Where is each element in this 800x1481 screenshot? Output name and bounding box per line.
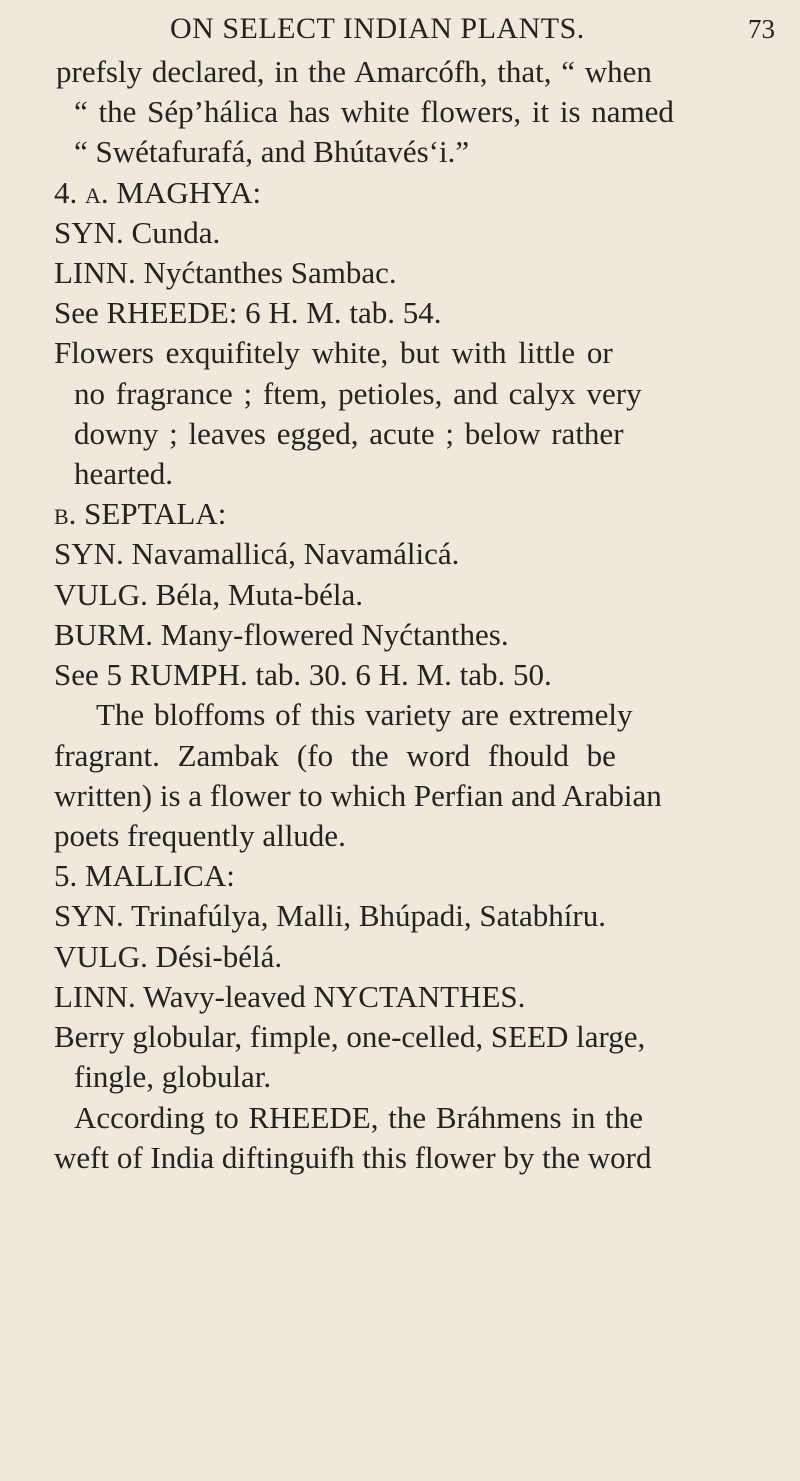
text-line: BURM. Many-flowered Nyćtanthes. [54, 617, 509, 652]
text-line: LINN. Wavy-leaved NYCTANTHES. [54, 979, 526, 1014]
text-line: written) is a flower to which Perfian and Arabian [54, 778, 662, 813]
text-line: VULG. Dési-bélá. [54, 939, 283, 974]
page-header [0, 8, 800, 48]
text-line: no fragrance ; ftem, petioles, and calyx very [74, 376, 642, 411]
text-line: Berry globular, fimple, one-celled, SEED large, [54, 1019, 646, 1054]
section-heading: 4. α. MAGHYA: [54, 175, 262, 210]
text-line: weft of India diftinguifh this flower by the word [54, 1140, 652, 1175]
text-line: The bloffoms of this variety are extremely [96, 697, 633, 732]
text-line: poets frequently allude. [54, 818, 346, 853]
text-line: Flowers exquifitely white, but with little or [54, 335, 613, 370]
text-line: According to RHEEDE, the Bráhmens in the [74, 1100, 644, 1135]
text-line: LINN. Nyćtanthes Sambac. [54, 255, 397, 290]
section-heading: β. SEPTALA: [54, 496, 227, 531]
text-line: fingle, globular. [74, 1059, 272, 1094]
text-line: hearted. [74, 456, 173, 491]
text-line: See 5 RUMPH. tab. 30. 6 H. M. tab. 50. [54, 657, 552, 692]
text-line: downy ; leaves egged, acute ; below rather [74, 416, 624, 451]
section-heading: 5. MALLICA: [54, 858, 235, 893]
text-line: VULG. Béla, Muta-béla. [54, 577, 364, 612]
text-line: SYN. Cunda. [54, 215, 221, 250]
text-line: SYN. Navamallicá, Navamálicá. [54, 536, 460, 571]
text-line: See RHEEDE: 6 H. M. tab. 54. [54, 295, 442, 330]
text-line: SYN. Trinafúlya, Malli, Bhúpadi, Satabhíru. [54, 898, 606, 933]
running-title: ON SELECT INDIAN PLANTS. [170, 12, 585, 45]
text-line: “ the Sép’hálica has white flowers, it is named [74, 94, 674, 129]
text-line: prefsly declared, in the Amarcófh, that, “ when [56, 54, 652, 89]
text-line: “ Swétafurafá, and Bhútavés‘i.” [74, 134, 470, 169]
text-line: fragrant. Zambak (fo the word fhould be [54, 738, 616, 773]
page-number: 73 [748, 14, 775, 44]
